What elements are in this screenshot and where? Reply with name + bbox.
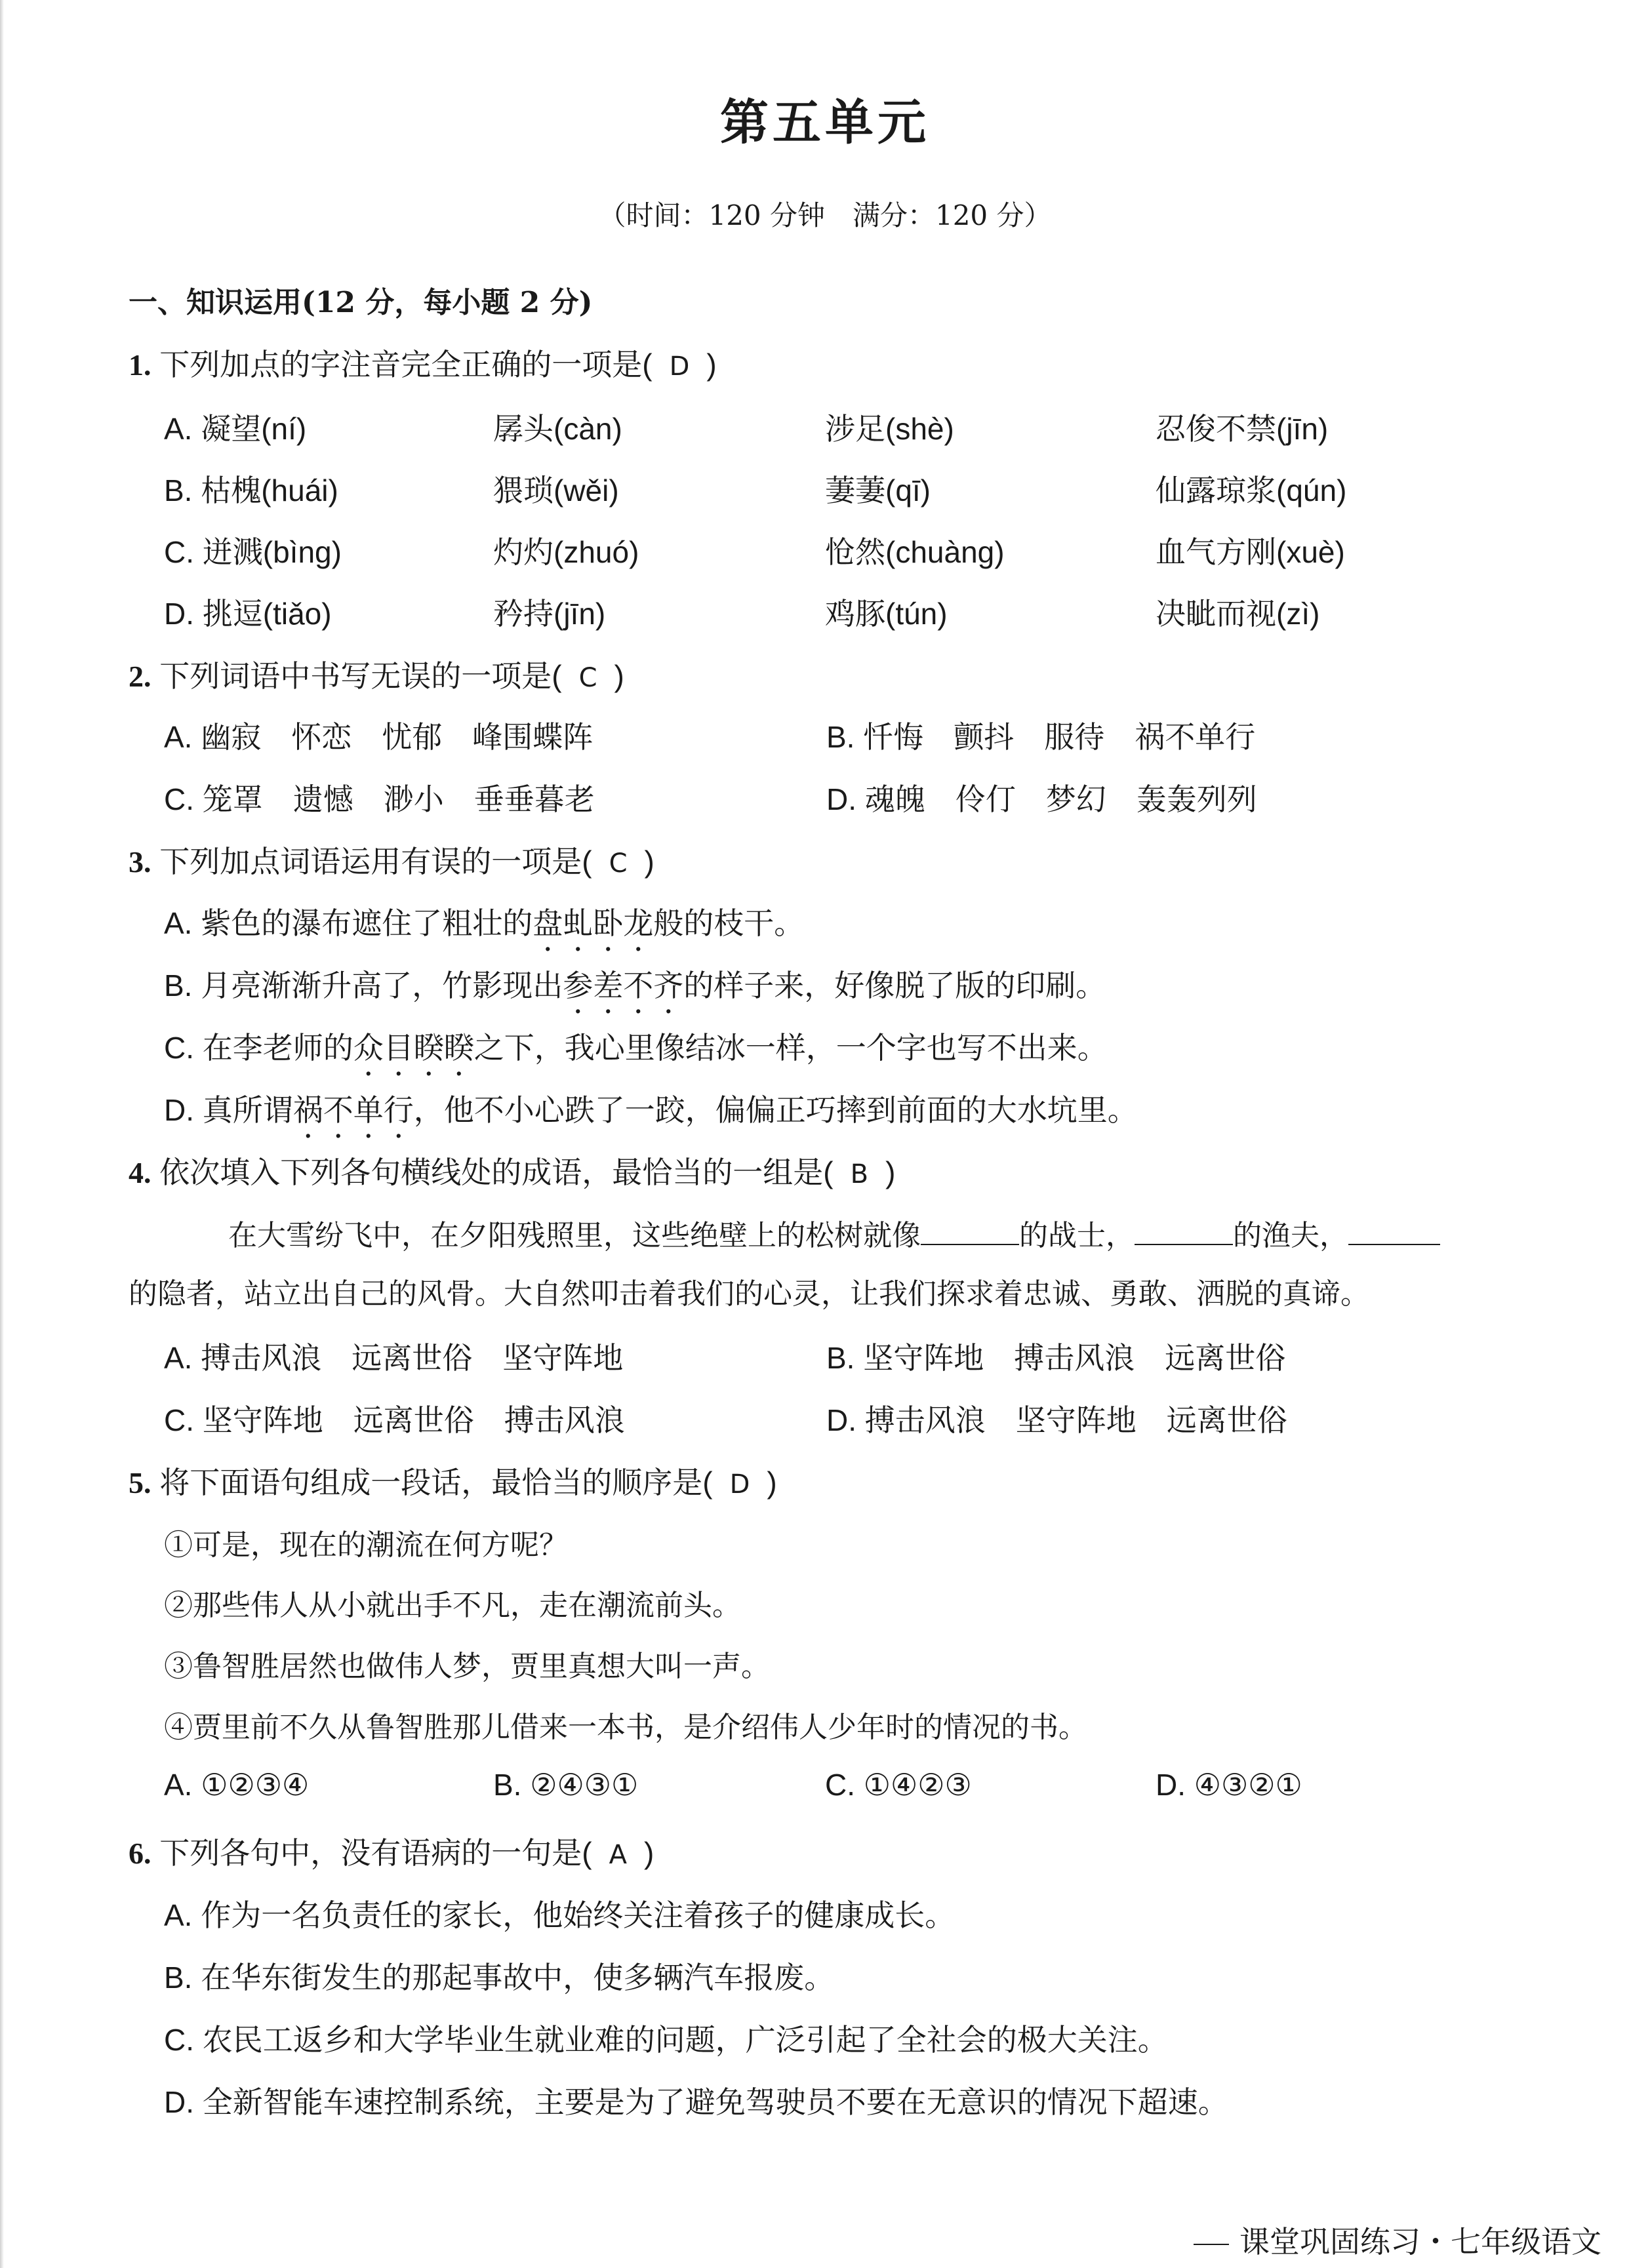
dotted-phrase: 参差不齐 (563, 968, 684, 1003)
question-stem: 将下面语句组成一段话，最恰当的顺序是( (159, 1465, 713, 1500)
option-a-3: 涉足(shè) (825, 412, 954, 446)
option-b: B. ②④③① (493, 1768, 639, 1802)
question-number: 3. (129, 845, 151, 879)
exam-info: （时间：120 分钟 满分：120 分） (598, 199, 1052, 231)
option-a-1: A. 凝望(ní) (164, 412, 307, 446)
option-text: B. 月亮渐渐升高了，竹影现出 (164, 968, 563, 1003)
answer-mark: D (729, 1469, 750, 1500)
page-edge-shadow (0, 0, 4, 2268)
sentence-4: ④贾里前不久从鲁智胜那儿借来一本书，是介绍伟人少年时的情况的书。 (164, 1711, 1087, 1744)
answer-mark: A (609, 1840, 627, 1870)
option-c: C. ①④②③ (825, 1768, 972, 1802)
option-text: C. 在李老师的 (164, 1031, 353, 1065)
footer-rule (1194, 2244, 1229, 2245)
blank-line (1135, 1244, 1233, 1245)
option-a-2: 孱头(càn) (493, 412, 622, 446)
option-d-3: 鸡豚(tún) (825, 597, 948, 631)
option-d: D. 搏击风浪 坚守阵地 远离世俗 (826, 1403, 1287, 1437)
option-b: B. 在华东街发生的那起事故中，使多辆汽车报废。 (164, 1960, 835, 1995)
option-text: ，他不小心跌了一跤，偏偏正巧摔到前面的大水坑里。 (413, 1093, 1138, 1127)
bracket-close: ) (614, 659, 624, 693)
option-c: C. 农民工返乡和大学毕业生就业难的问题，广泛引起了全社会的极大关注。 (164, 2023, 1168, 2057)
option-d-4: 决眦而视(zì) (1156, 597, 1320, 631)
question-stem: 下列加点的字注音完全正确的一项是( (159, 348, 653, 382)
answer-mark: B (850, 1159, 869, 1189)
option-text: 般的枝干。 (653, 906, 805, 940)
option-c-4: 血气方刚(xuè) (1156, 535, 1345, 569)
sentence-2: ②那些伟人从小就出手不凡，走在潮流前头。 (164, 1589, 741, 1622)
question-stem: 下列各句中，没有语病的一句是( (159, 1836, 592, 1870)
blank-line (1348, 1244, 1440, 1245)
option-d-1: D. 挑逗(tiǎo) (164, 597, 332, 631)
passage-line-2: 的隐者，站立出自己的风骨。大自然叩击着我们的心灵，让我们探求着忠诚、勇敢、洒脱的真谛。 (129, 1277, 1369, 1311)
option-text: A. 紫色的瀑布遮住了粗壮的 (164, 906, 533, 940)
question-3 (129, 838, 654, 881)
option-c: C. 笼罩 遗憾 渺小 垂垂暮老 (164, 782, 595, 816)
option-c-2: 灼灼(zhuó) (493, 535, 639, 569)
question-5 (129, 1459, 777, 1502)
bracket-close: ) (643, 1836, 654, 1870)
sentence-3: ③鲁智胜居然也做伟人梦，贾里真想大叫一声。 (164, 1650, 770, 1683)
option-b-1: B. 枯槐(huái) (164, 473, 338, 507)
question-6 (129, 1829, 654, 1873)
option-b-2: 猥琐(wěi) (493, 473, 619, 507)
option-c: C. 坚守阵地 远离世俗 搏击风浪 (164, 1403, 625, 1437)
passage-text: 的渔夫， (1233, 1219, 1348, 1252)
option-c-1: C. 迸溅(bìng) (164, 535, 342, 569)
bracket-close: ) (706, 348, 717, 382)
passage-text: 的战士， (1019, 1219, 1135, 1252)
option-b-4: 仙露琼浆(qún) (1156, 473, 1347, 507)
option-b: B. 忏悔 颤抖 服待 祸不单行 (826, 720, 1256, 754)
option-text: 之下，我心里像结冰一样，一个字也写不出来。 (473, 1031, 1108, 1065)
option-c (164, 1024, 1108, 1082)
option-text: D. 真所谓 (164, 1093, 293, 1127)
bracket-close: ) (885, 1155, 896, 1189)
question-1 (129, 341, 717, 384)
section-heading: 一、知识运用(12 分，每小题 2 分) (129, 286, 593, 319)
footer-text: 课堂巩固练习・七年级语文 (1239, 2224, 1601, 2259)
question-number: 4. (129, 1156, 151, 1189)
option-text: 的样子来，好像脱了版的印刷。 (683, 968, 1106, 1003)
option-a: A. 幽寂 怀恋 忧郁 峰围蝶阵 (164, 720, 594, 754)
question-number: 6. (129, 1837, 151, 1870)
question-number: 5. (129, 1466, 151, 1500)
option-a-4: 忍俊不禁(jīn) (1156, 412, 1329, 446)
passage-line-1 (228, 1212, 1440, 1254)
bracket-close: ) (767, 1465, 777, 1500)
question-4 (129, 1149, 895, 1192)
option-d: D. 魂魄 伶仃 梦幻 轰轰列列 (826, 782, 1257, 816)
option-b-3: 萋萋(qī) (825, 473, 931, 507)
dotted-phrase: 盘虬卧龙 (533, 906, 654, 940)
question-stem: 下列加点词语运用有误的一项是( (159, 845, 592, 879)
option-a: A. ①②③④ (164, 1768, 310, 1802)
question-number: 2. (129, 660, 151, 693)
option-d: D. 全新智能车速控制系统，主要是为了避免驾驶员不要在无意识的情况下超速。 (164, 2085, 1228, 2119)
option-d-2: 矜持(jīn) (493, 597, 606, 631)
sentence-1: ①可是，现在的潮流在何方呢？ (164, 1528, 568, 1562)
option-b: B. 坚守阵地 搏击风浪 远离世俗 (826, 1341, 1286, 1375)
option-d: D. ④③②① (1156, 1768, 1302, 1802)
answer-mark: D (669, 351, 690, 382)
question-stem: 下列词语中书写无误的一项是( (159, 659, 562, 693)
option-a: A. 作为一名负责任的家长，他始终关注着孩子的健康成长。 (164, 1898, 956, 1932)
option-b (164, 962, 1106, 1020)
blank-line (921, 1244, 1019, 1245)
option-a: A. 搏击风浪 远离世俗 坚守阵地 (164, 1341, 624, 1375)
option-c-3: 怆然(chuàng) (825, 535, 1005, 569)
dotted-phrase: 祸不单行 (292, 1093, 414, 1127)
question-stem: 依次填入下列各句横线处的成语，最恰当的一组是( (159, 1155, 834, 1189)
passage-text: 在大雪纷飞中，在夕阳残照里，这些绝壁上的松树就像 (228, 1219, 921, 1252)
question-2 (129, 652, 624, 696)
answer-mark: C (578, 663, 597, 693)
option-a (164, 900, 804, 957)
bracket-close: ) (644, 845, 654, 879)
answer-mark: C (609, 848, 628, 879)
page-title: 第五单元 (720, 94, 930, 151)
question-number: 1. (129, 348, 151, 382)
page-footer (1194, 2218, 1601, 2261)
option-d (164, 1086, 1138, 1144)
dotted-phrase: 众目睽睽 (353, 1031, 474, 1065)
